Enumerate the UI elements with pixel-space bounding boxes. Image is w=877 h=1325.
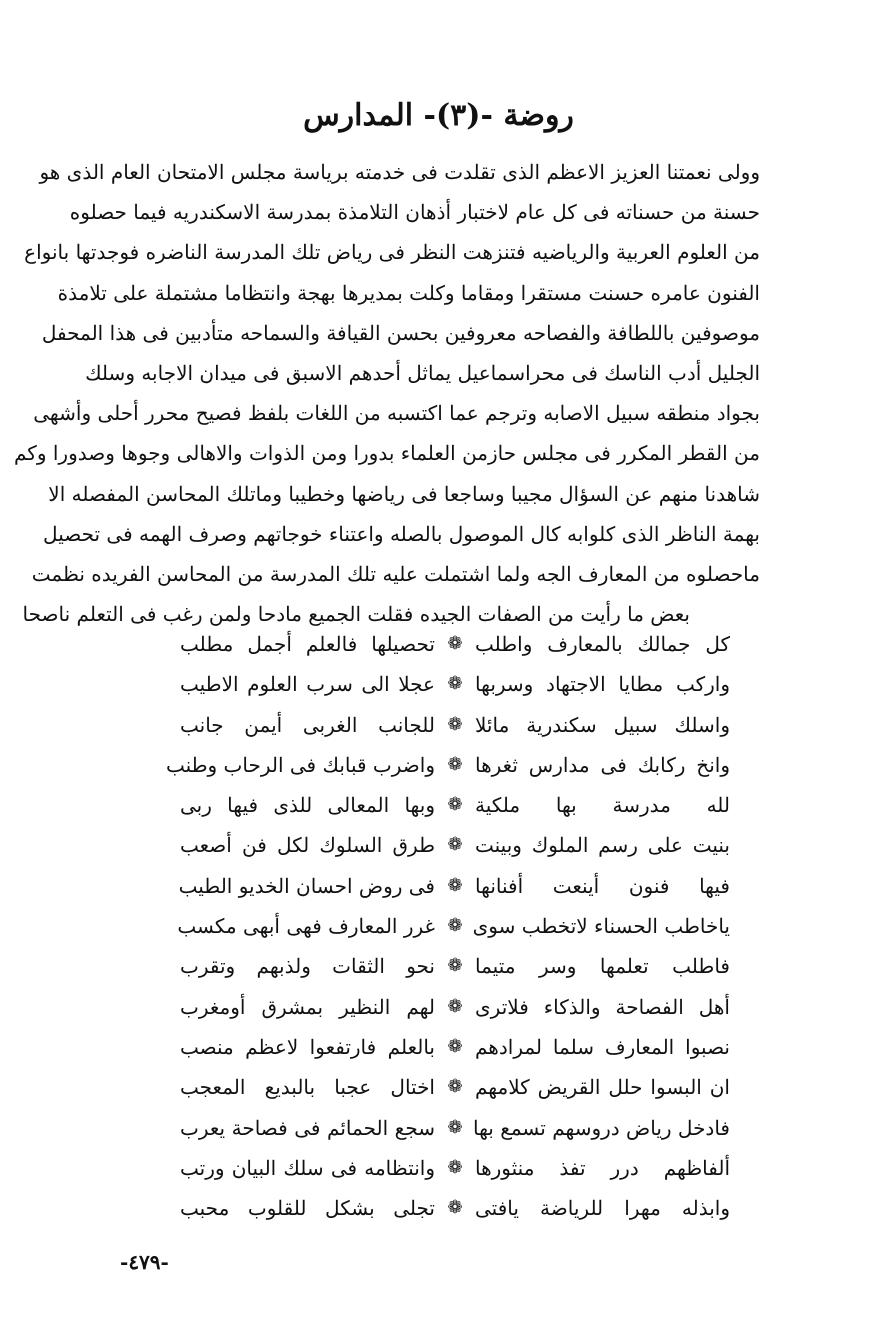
verse-second-hemistich: تجلى بشكل للقلوب محبب xyxy=(180,1196,435,1221)
verse-second-hemistich: للجانب الغربى أيمن جانب xyxy=(180,712,435,737)
verse-second-hemistich: تحصيلها فالعلم أجمل مطلب xyxy=(180,632,435,656)
prose-line: موصوفين باللطافة والفصاحه معروفين بحسن القيافة والسماحه متأدبين فى هذا المحفل xyxy=(41,320,760,345)
poem-verse xyxy=(180,1108,730,1148)
poem-verse xyxy=(177,906,730,946)
verse-first-hemistich: فادخل رياض دروسهم تسمع بها xyxy=(472,1115,730,1140)
flower-separator-icon: ❁ xyxy=(447,1035,463,1057)
flower-separator-icon: ❁ xyxy=(447,713,463,735)
verse-second-hemistich: غرر المعارف فهى أبهى مكسب xyxy=(177,914,435,939)
verse-second-hemistich: سجع الحمائم فى فصاحة يعرب xyxy=(180,1115,435,1140)
prose-line: بهمة الناظر الذى كلوابه كال الموصول بالصله واعتناء خوجاتهم وصرف الهمه فى تحصيل xyxy=(43,521,760,546)
verse-second-hemistich: لهم النظير بمشرق أومغرب xyxy=(180,994,435,1019)
poem-verse xyxy=(180,785,730,825)
verse-first-hemistich: فاطلب تعلمها وسر متيما xyxy=(475,954,730,979)
verse-first-hemistich: واسلك سبيل سكندرية مائلا xyxy=(475,712,730,737)
verse-first-hemistich: وانخ ركابك فى مدارس ثغرها xyxy=(475,752,730,777)
verse-first-hemistich: كل جمالك بالمعارف واطلب xyxy=(475,632,730,656)
verse-second-hemistich: نحو الثقات ولذبهم وتقرب xyxy=(180,954,435,979)
poem-verse xyxy=(180,866,730,906)
prose-line: الفنون عامره حسنت مستقرا ومقاما وكلت بمديرها بهجة وانتظاما مشتملة على تلامذة xyxy=(57,280,760,305)
poem xyxy=(165,624,730,1228)
poem-verse xyxy=(180,1188,730,1228)
poem-verse xyxy=(180,946,730,986)
prose-line: من القطر المكرر فى مجلس حازمن العلماء بدورا ومن الذوات والاهالى وجوها وصدورا وكم xyxy=(14,441,760,466)
verse-first-hemistich: وابذله مهرا للرياضة يافتى xyxy=(475,1196,730,1221)
verse-second-hemistich: عجلا الى سرب العلوم الاطيب xyxy=(180,672,435,697)
flower-separator-icon: ❁ xyxy=(447,1116,463,1138)
poem-verse xyxy=(165,745,730,785)
verse-first-hemistich: واركب مطايا الاجتهاد وسربها xyxy=(475,672,730,697)
prose-line: ماحصلوه من المعارف الجه ولما اشتملت عليه تلك المدرسة من المحاسن الفريده نظمت xyxy=(31,561,760,586)
prose-line: بعض ما رأيت من الصفات الجيده فقلت الجميع مادحا ولمن رغب فى التعلم ناصحا xyxy=(22,602,690,627)
verse-second-hemistich: وبها المعالى للذى فيها ربى xyxy=(180,793,435,818)
poem-verse xyxy=(180,1067,730,1107)
verse-first-hemistich: بنيت على رسم الملوك وبينت xyxy=(475,833,730,858)
verse-first-hemistich: ان البسوا حلل القريض كلامهم xyxy=(475,1075,730,1100)
verse-first-hemistich: فيها فنون أينعت أفنانها xyxy=(475,873,730,898)
flower-separator-icon: ❁ xyxy=(447,1156,463,1178)
flower-separator-icon: ❁ xyxy=(447,915,463,937)
verse-second-hemistich: طرق السلوك لكل فن أصعب xyxy=(180,833,435,858)
verse-first-hemistich: أهل الفصاحة والذكاء فلاترى xyxy=(475,994,730,1019)
prose-line: حسنة من حسناته فى كل عام لاختبار أذهان التلامذة بمدرسة الاسكندريه فيما حصلوه xyxy=(69,200,760,225)
prose-line: بجواد منطقه سبيل الاصابه وترجم عما اكتسبه من اللغات بلفظ فصيح محرر أحلى وأشهى xyxy=(33,401,760,426)
flower-separator-icon: ❁ xyxy=(447,1197,463,1219)
poem-verse xyxy=(180,825,730,865)
verse-first-hemistich: ياخاطب الحسناء لاتخطب سوى xyxy=(472,914,730,939)
prose-line: الجليل أدب الناسك فى محراسماعيل يماثل أحدهم الاسبق فى ميدان الاجابه وسلك xyxy=(85,360,760,385)
flower-separator-icon: ❁ xyxy=(447,995,463,1017)
verse-first-hemistich: نصبوا المعارف سلما لمرادهم xyxy=(475,1034,730,1059)
flower-separator-icon: ❁ xyxy=(447,753,463,775)
verse-second-hemistich: واضرب قبابك فى الرحاب وطنب xyxy=(165,752,435,777)
flower-separator-icon: ❁ xyxy=(447,955,463,977)
poem-verse xyxy=(180,987,730,1027)
poem-verse xyxy=(180,624,730,664)
flower-separator-icon: ❁ xyxy=(447,673,463,695)
poem-verse xyxy=(180,1027,730,1067)
page-number: -٤٧٩- xyxy=(120,1250,169,1274)
prose-paragraph xyxy=(14,152,760,634)
page-title: روضة -(٣)- المدارس xyxy=(303,98,574,133)
prose-line: من العلوم العربية والرياضيه فتنزهت النظر فى رياض تلك المدرسة الناضره فوجدتها بانواع xyxy=(24,240,760,265)
verse-second-hemistich: فى روض احسان الخديو الطيب xyxy=(178,873,435,898)
poem-verse xyxy=(180,705,730,745)
flower-separator-icon: ❁ xyxy=(447,633,463,654)
poem-verse xyxy=(180,1148,730,1188)
verse-second-hemistich: وانتظامه فى سلك البيان ورتب xyxy=(180,1155,435,1180)
flower-separator-icon: ❁ xyxy=(447,874,463,896)
verse-second-hemistich: اختال عجبا بالبديع المعجب xyxy=(180,1075,435,1100)
prose-line: وولى نعمتنا العزيز الاعظم الذى تقلدت فى خدمته برياسة مجلس الامتحان العام الذى هو xyxy=(39,160,760,184)
verse-first-hemistich: ألفاظهم درر تفذ منثورها xyxy=(475,1155,730,1180)
flower-separator-icon: ❁ xyxy=(447,1076,463,1098)
poem-verse xyxy=(180,664,730,704)
flower-separator-icon: ❁ xyxy=(447,794,463,816)
prose-line: شاهدنا منهم عن السؤال مجيبا وساجعا فى رياضها وخطيبا وماتلك المحاسن المفصله الا xyxy=(48,481,760,506)
verse-second-hemistich: بالعلم فارتفعوا لاعظم منصب xyxy=(180,1034,435,1059)
verse-first-hemistich: لله مدرسة بها ملكية xyxy=(475,793,730,818)
flower-separator-icon: ❁ xyxy=(447,834,463,856)
